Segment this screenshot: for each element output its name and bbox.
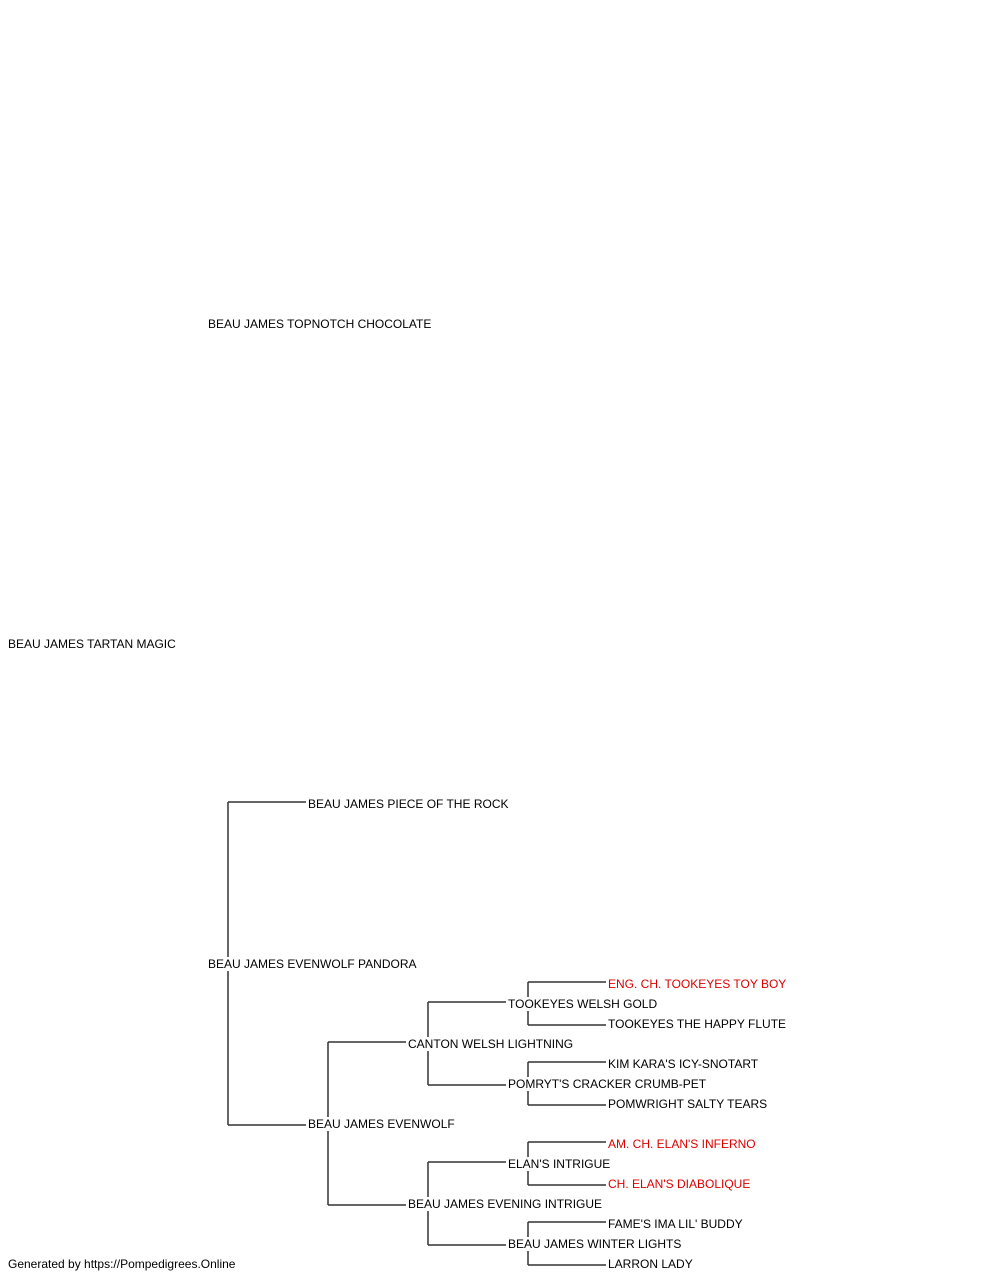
granddam-sire-name: CANTON WELSH LIGHTNING xyxy=(408,1037,574,1051)
ancestor-name: POMWRIGHT SALTY TEARS xyxy=(608,1097,768,1111)
ancestor-name: TOOKEYES THE HAPPY FLUTE xyxy=(608,1017,787,1031)
ancestor-name: LARRON LADY xyxy=(608,1257,693,1271)
ancestor-name: KIM KARA'S ICY-SNOTART xyxy=(608,1057,759,1071)
champion-ancestor-name: ENG. CH. TOOKEYES TOY BOY xyxy=(608,977,787,991)
ancestor-name: ELAN'S INTRIGUE xyxy=(508,1157,611,1171)
dam-name: BEAU JAMES EVENWOLF PANDORA xyxy=(208,957,417,971)
ancestor-name: FAME'S IMA LIL' BUDDY xyxy=(608,1217,743,1231)
dam-dam-name: BEAU JAMES EVENWOLF xyxy=(308,1117,455,1131)
ancestor-name: POMRYT'S CRACKER CRUMB-PET xyxy=(508,1077,707,1091)
champion-ancestor-name: AM. CH. ELAN'S INFERNO xyxy=(608,1137,756,1151)
granddam-dam-name: BEAU JAMES EVENING INTRIGUE xyxy=(408,1197,603,1211)
ancestor-name: TOOKEYES WELSH GOLD xyxy=(508,997,658,1011)
generated-by-footer: Generated by https://Pompedigrees.Online xyxy=(8,1257,236,1271)
dam-sire-name: BEAU JAMES PIECE OF THE ROCK xyxy=(308,797,509,811)
ancestor-name: BEAU JAMES WINTER LIGHTS xyxy=(508,1237,682,1251)
champion-ancestor-name: CH. ELAN'S DIABOLIQUE xyxy=(608,1177,751,1191)
sire-name: BEAU JAMES TOPNOTCH CHOCOLATE xyxy=(208,317,432,331)
subject-dog-name: BEAU JAMES TARTAN MAGIC xyxy=(8,637,176,651)
